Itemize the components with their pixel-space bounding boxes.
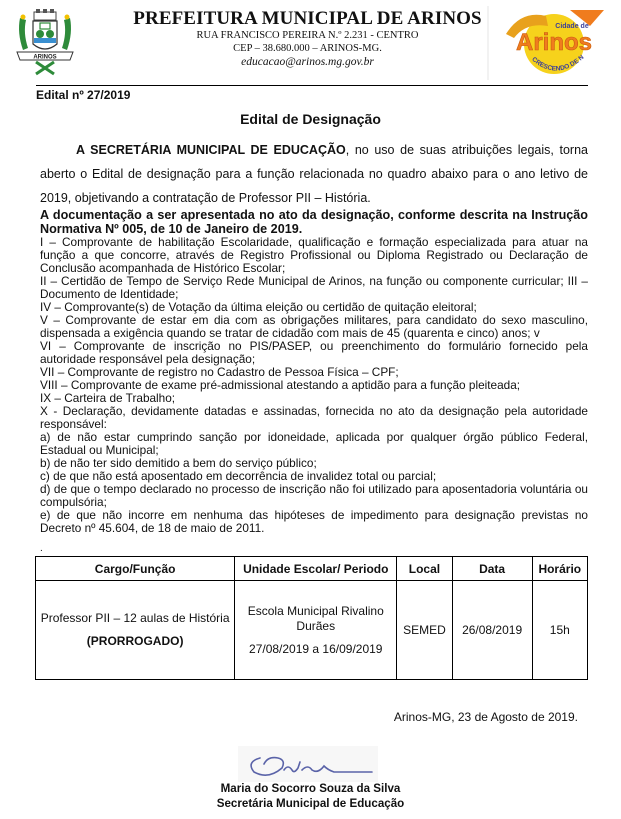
header-address: RUA FRANCISCO PEREIRA N.º 2.231 - CENTRO bbox=[196, 30, 419, 41]
designation-table bbox=[35, 556, 588, 680]
cell-data: 26/08/2019 bbox=[452, 581, 532, 680]
table-header-row bbox=[36, 557, 588, 581]
municipal-coat-of-arms-icon bbox=[14, 8, 76, 76]
header-data: Data bbox=[452, 557, 532, 581]
signatory-name: Maria do Socorro Souza da Silva bbox=[220, 782, 401, 795]
table-row bbox=[36, 581, 588, 680]
list-item: VII – Comprovante de registro no Cadastro de Pessoa Física – CPF; bbox=[40, 365, 399, 379]
list-item: I – Comprovante de habilitação Escolaridade, qualificação e formação especializada para atuar na função a que concorre, através de Registro Profissional ou Diploma Registrado ou Declaração de Conclusão acompanhada de Histórico Escolar; bbox=[40, 235, 588, 275]
logo-small-text: Cidade de bbox=[555, 23, 589, 30]
list-item: V – Comprovante de estar em dia com as obrigações militares, para candidato do sexo masculino, dispensada a exigência quando se tratar de cidadão com mais de 45 (quarenta e cinco) anos; v bbox=[40, 313, 588, 340]
handwritten-signature-icon bbox=[238, 746, 378, 782]
intro-paragraph bbox=[40, 138, 588, 210]
list-item: VIII – Comprovante de exame pré-admissional atestando a aptidão para a função pleiteada; bbox=[40, 378, 521, 392]
crest-ribbon-text: ARINOS bbox=[33, 54, 57, 61]
documentation-list bbox=[40, 236, 588, 535]
cell-cargo bbox=[36, 581, 235, 680]
logo-main-text: Arinos bbox=[515, 29, 593, 56]
list-item: c) de que não está aposentado em decorrência de invalidez total ou parcial; bbox=[40, 469, 437, 483]
header-email[interactable]: educacao@arinos.mg.gov.br bbox=[241, 56, 374, 68]
header-local: Local bbox=[397, 557, 452, 581]
header-cep: CEP – 38.680.000 – ARINOS-MG. bbox=[233, 43, 382, 54]
header-cargo: Cargo/Função bbox=[36, 557, 235, 581]
place-date: Arinos-MG, 23 de Agosto de 2019. bbox=[393, 710, 578, 724]
status-badge: (PRORROGADO) bbox=[86, 634, 184, 648]
header-horario: Horário bbox=[532, 557, 587, 581]
document-title: Edital de Designação bbox=[240, 111, 381, 127]
edital-number: Edital nº 27/2019 bbox=[36, 88, 131, 102]
intro-text: , no uso de suas atribuições legais, torna aberto o Edital de designação para a função relacionada no quadro abaixo para o ano letivo de 2019, objetivando a contratação de Professor PII – História. bbox=[40, 143, 588, 205]
cell-local: SEMED bbox=[397, 581, 452, 680]
signatory-role: Secretária Municipal de Educação bbox=[216, 797, 405, 810]
list-item: e) de que não incorre em nenhuma das hipóteses de impedimento para designação previstas no Decreto nº 45.604, de 18 de maio de 2011. bbox=[40, 508, 588, 535]
intro-lead: A SECRETÁRIA MUNICIPAL DE EDUCAÇÃO bbox=[76, 143, 346, 157]
list-item: a) de não estar cumprindo sanção por idoneidade, aplicada por qualquer órgão público Federal, Estadual ou Municipal; bbox=[40, 430, 588, 457]
stray-dot: . bbox=[40, 543, 43, 554]
cell-unidade bbox=[235, 581, 397, 680]
documentation-heading: A documentação a ser apresentada no ato da designação, conforme descrita na Instrução Normativa Nº 005, de 10 de Janeiro de 2019. bbox=[40, 208, 588, 236]
list-item: b) de não ter sido demitido a bem do serviço público; bbox=[40, 456, 317, 470]
list-item: VI – Comprovante de inscrição no PIS/PASEP, ou preenchimento do formulário fornecido pela autoridade responsável pela designação; bbox=[40, 339, 588, 366]
cidade-de-arinos-logo bbox=[486, 4, 618, 84]
logo-slogan: CRESCENDO DE N bbox=[530, 53, 586, 73]
list-item: IX – Carteira de Trabalho; bbox=[40, 391, 176, 405]
header-unidade: Unidade Escolar/ Periodo bbox=[235, 557, 397, 581]
list-item: X - Declaração, devidamente datadas e assinadas, fornecida no ato da designação pela autoridade responsável: bbox=[40, 404, 588, 431]
cell-horario: 15h bbox=[532, 581, 587, 680]
list-item: II – Certidão de Tempo de Serviço Rede Municipal de Arinos, na função ou componente curricular; III – Documento de Identidade; bbox=[40, 274, 588, 301]
periodo-text: 27/08/2019 a 16/09/2019 bbox=[249, 641, 383, 656]
prefeitura-title: PREFEITURA MUNICIPAL DE ARINOS bbox=[133, 8, 482, 29]
list-item: IV – Comprovante(s) de Votação da última eleição ou certidão de quitação eleitoral; bbox=[40, 300, 477, 314]
cargo-text: Professor PII – 12 aulas de História bbox=[40, 611, 230, 625]
list-item: d) de que o tempo declarado no processo de inscrição não foi utilizado para aposentadoria voluntária ou compulsória; bbox=[40, 482, 588, 509]
unidade-text: Escola Municipal Rivalino Durães bbox=[247, 603, 384, 633]
header-divider bbox=[36, 85, 588, 86]
